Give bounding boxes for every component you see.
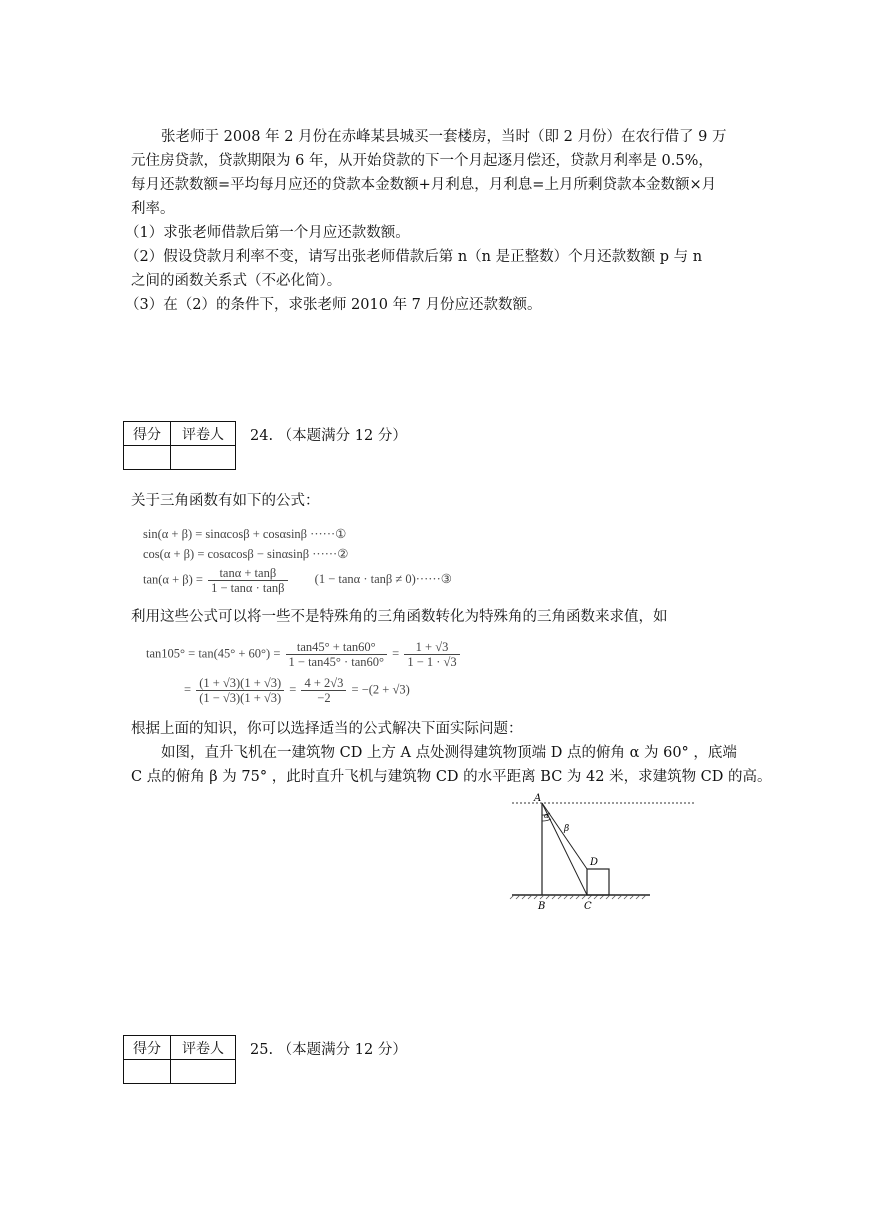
p23-line3: 每月还款数额=平均每月应还的贷款本金数额+月利息，月利息=上月所剩贷款本金数额×月 [131, 177, 717, 193]
grader-cell[interactable] [171, 1060, 236, 1084]
formula-tan-lhs: tan(α + β) = [143, 572, 203, 587]
example-fraction1 [286, 640, 388, 669]
score-table-25 [123, 1035, 236, 1084]
example-equals1: = [392, 646, 400, 661]
formula-tan-denominator: 1 − tanα · tanβ [211, 581, 285, 595]
example-line1 [146, 640, 462, 669]
label-B: B [538, 901, 546, 912]
building-figure [480, 785, 700, 925]
p23-q1: （1）求张老师借款后第一个月应还款数额。 [125, 225, 410, 241]
example-fraction2-den: 1 − 1 · √3 [407, 655, 457, 669]
score-cell[interactable] [124, 446, 171, 470]
p23-q2b: 之间的函数关系式（不必化简）。 [131, 273, 342, 289]
line-AC [542, 803, 587, 895]
score-cell[interactable] [124, 1060, 171, 1084]
p24-desc2: C 点的俯角 β 为 75° ，此时直升飞机与建筑物 CD 的水平距离 BC 为 42 米，求建筑物 CD 的高。 [131, 769, 772, 785]
formula-tan-numerator: tanα + tanβ [208, 566, 287, 581]
p23-line4: 利率。 [131, 201, 175, 217]
label-A: A [534, 793, 542, 804]
label-alpha: α [544, 812, 549, 820]
example-equals3: = [289, 682, 297, 697]
example-line2 [184, 676, 410, 705]
p24-intro: 关于三角函数有如下的公式： [131, 493, 320, 509]
p23-q2a: （2）假设贷款月利率不变，请写出张老师借款后第 n（n 是正整数）个月还款数额 p 与 n [125, 249, 703, 265]
example-fraction4-num: 4 + 2√3 [301, 676, 346, 691]
label-beta: β [564, 824, 570, 834]
example-fraction3 [196, 676, 284, 705]
p24-header: 24. （本题满分 12 分） [250, 428, 407, 444]
grader-label: 评卷人 [171, 1036, 236, 1060]
formula-sin: sin(α + β) = sinαcosβ + cosαsinβ ······① [143, 527, 347, 541]
p23-q3: （3）在（2）的条件下，求张老师 2010 年 7 月份应还款数额。 [125, 297, 542, 313]
example-fraction2-num: 1 + √3 [404, 640, 459, 655]
label-D: D [590, 857, 599, 868]
p24-desc1: 如图，直升飞机在一建筑物 CD 上方 A 点处测得建筑物顶端 D 点的俯角 α 为 60° ，底端 [161, 745, 737, 761]
example-result: = −(2 + √3) [351, 682, 410, 697]
example-equals2: = [184, 682, 192, 697]
formula-tan-condition: (1 − tanα · tanβ ≠ 0)······③ [314, 572, 452, 587]
score-label: 得分 [124, 422, 171, 446]
p23-line1: 张老师于 2008 年 2 月份在赤峰某县城买一套楼房，当时（即 2 月份）在农行借了 9 万 [161, 129, 727, 145]
example-fraction3-num: (1 + √3)(1 + √3) [196, 676, 284, 691]
score-table-24 [123, 421, 236, 470]
line-AD [542, 803, 587, 869]
example-fraction4 [301, 676, 346, 705]
example-fraction2 [404, 640, 459, 669]
label-C: C [584, 901, 592, 912]
score-label: 得分 [124, 1036, 171, 1060]
p25-header: 25. （本题满分 12 分） [250, 1042, 407, 1058]
example-fraction1-num: tan45° + tan60° [286, 640, 388, 655]
example-fraction3-den: (1 − √3)(1 + √3) [199, 691, 282, 705]
example-fraction4-den: −2 [317, 691, 331, 705]
example-fraction1-den: 1 − tan45° · tan60° [288, 655, 385, 669]
formula-cos: cos(α + β) = cosαcosβ − sinαsinβ ······② [143, 547, 349, 561]
grader-label: 评卷人 [171, 422, 236, 446]
building-CD [587, 869, 609, 895]
p24-use: 利用这些公式可以将一些不是特殊角的三角函数转化为特殊角的三角函数来求值，如 [131, 609, 668, 625]
grader-cell[interactable] [171, 446, 236, 470]
p23-line2: 元住房贷款，贷款期限为 6 年，从开始贷款的下一个月起逐月偿还，贷款月利率是 0.5%， [131, 153, 713, 169]
p24-apply: 根据上面的知识，你可以选择适当的公式解决下面实际问题： [131, 721, 523, 737]
example-lhs: tan105° = tan(45° + 60°) = [146, 646, 281, 661]
formula-tan [143, 566, 452, 595]
formula-tan-fraction [208, 566, 287, 595]
